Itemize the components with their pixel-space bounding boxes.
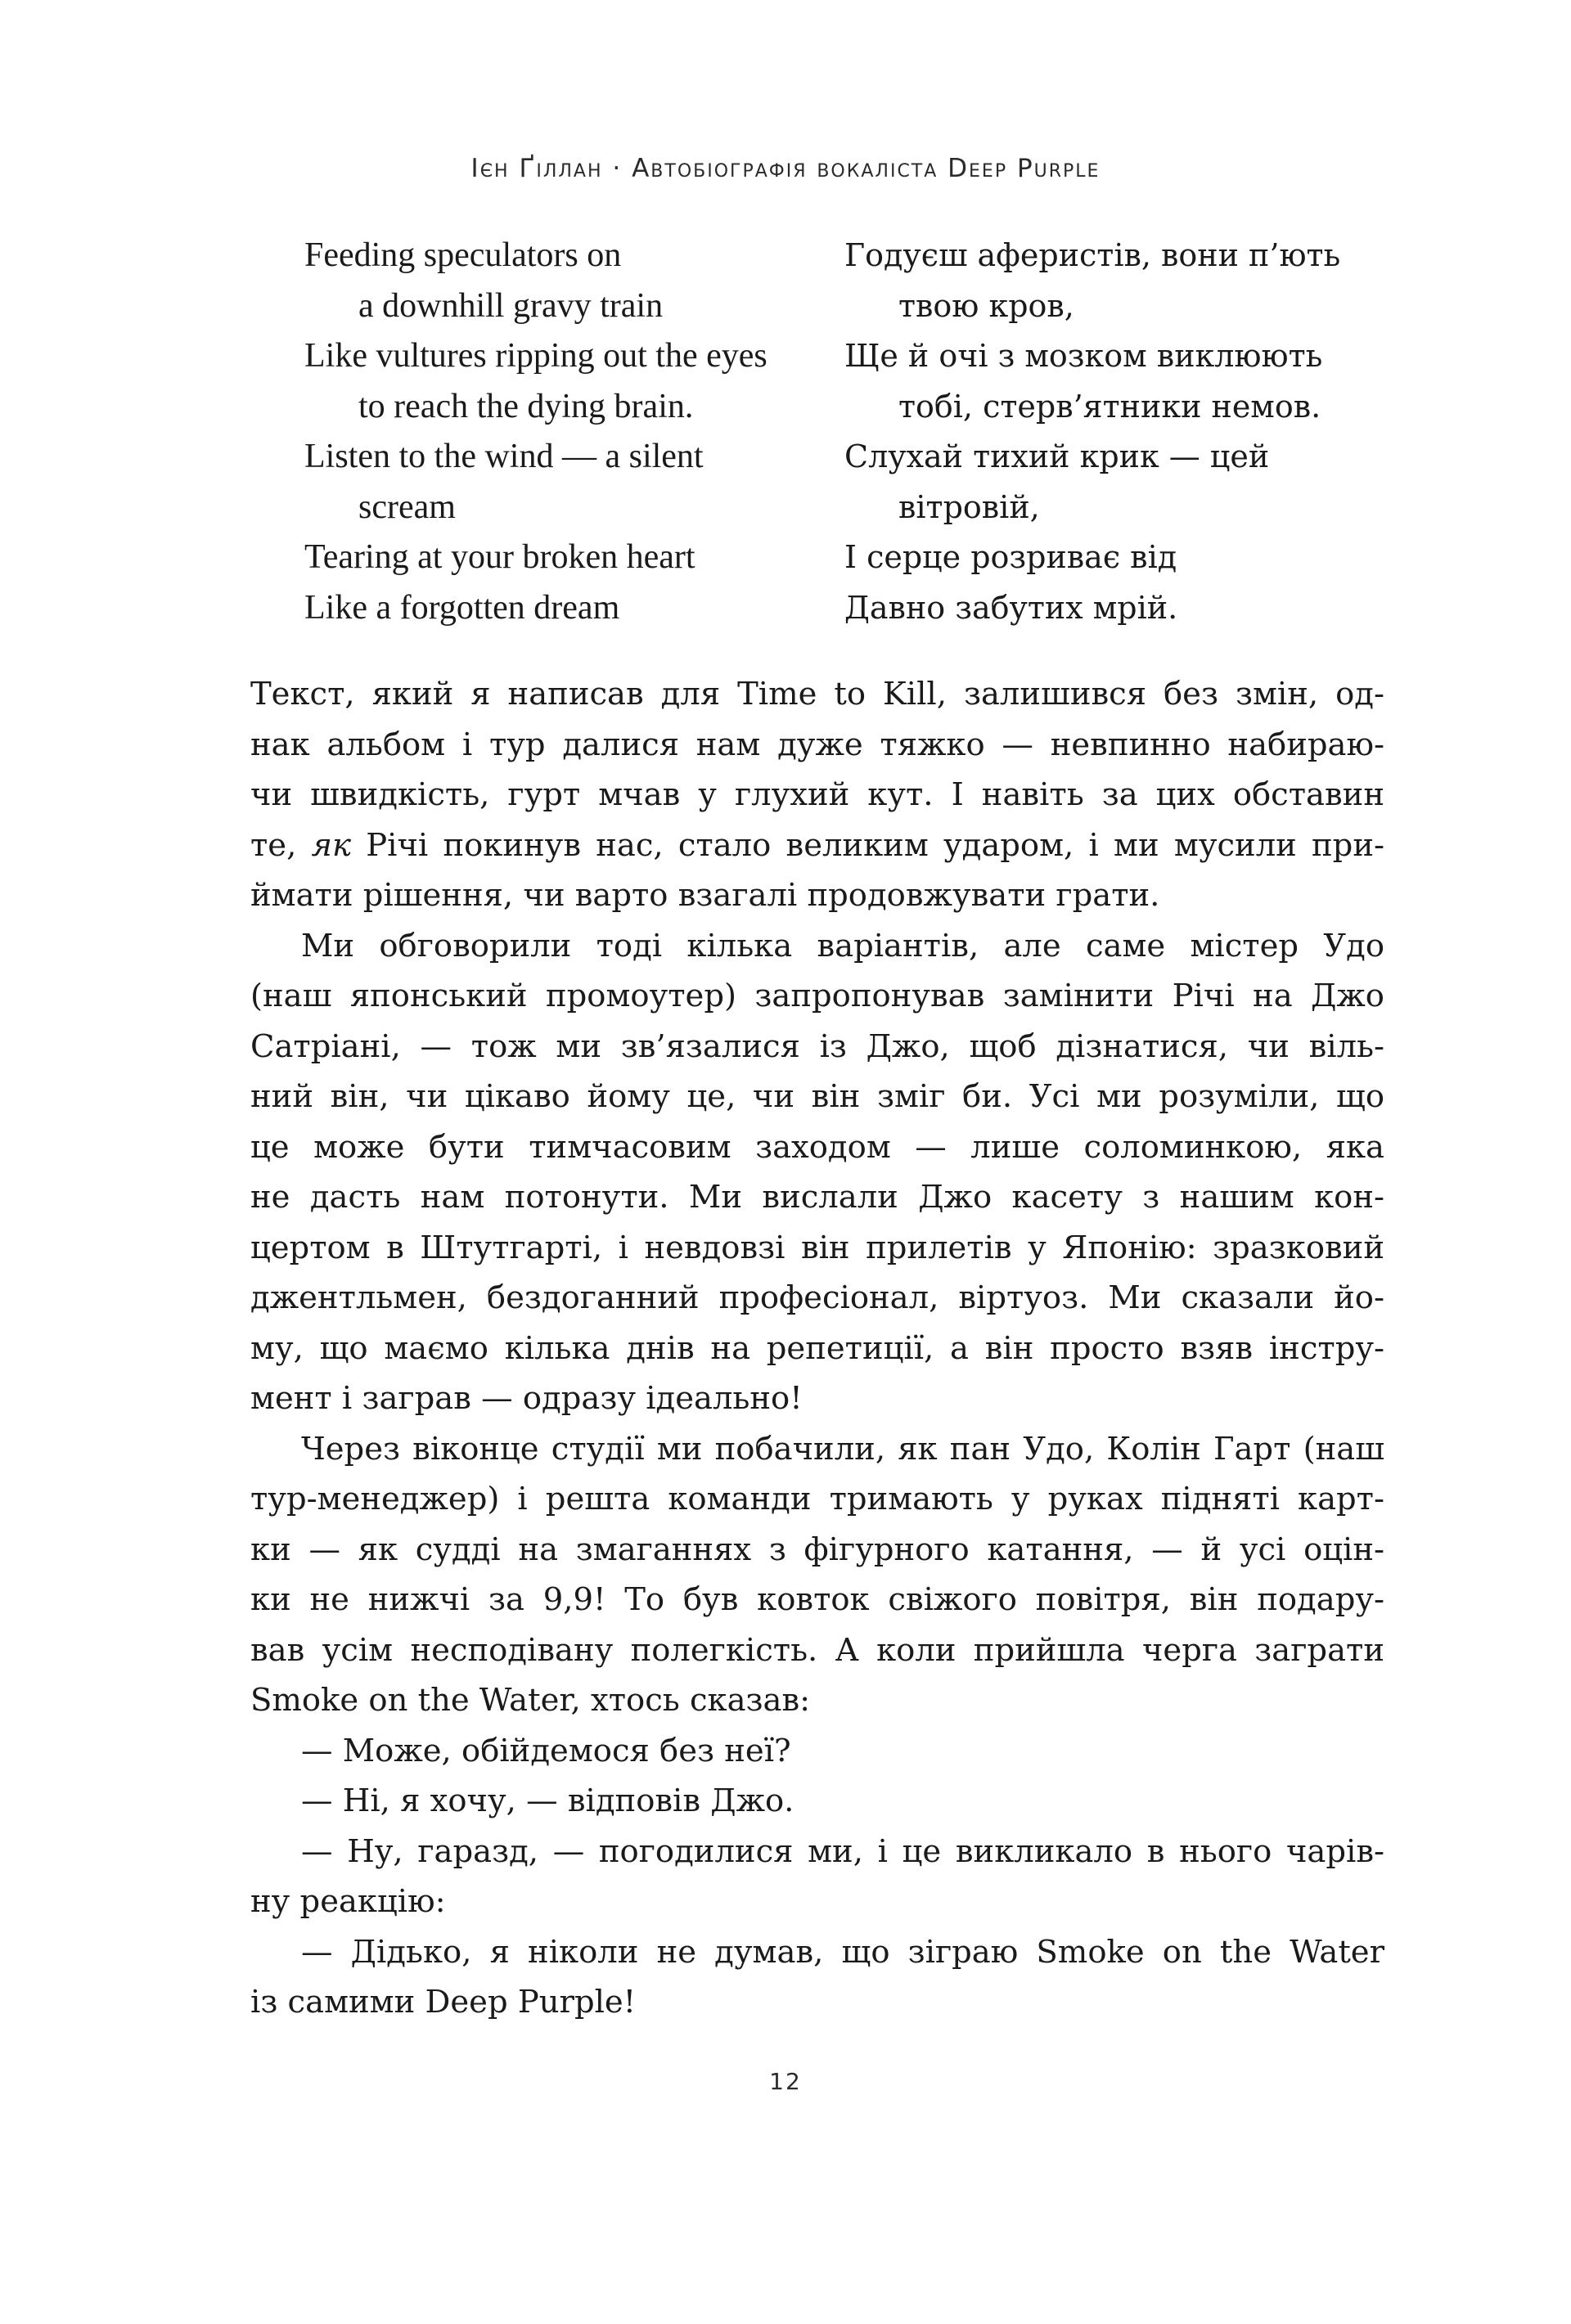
lyric-line-uk: Годуєш аферистів, вони п’ють <box>844 237 1341 273</box>
dialogue-line: — Ні, я хочу, — відповів Джо. <box>301 1782 795 1819</box>
text-line: Ми обговорили тоді кілька варіантів, але саме містер Удо <box>301 927 1384 964</box>
lyric-line-en: Like vultures ripping out the eyes <box>304 337 767 375</box>
text-line: (наш японський промоутер) запропонував замінити Річі на Джо <box>250 978 1384 1014</box>
lyric-line-uk: Ще й очі з мозком виклюють <box>844 338 1323 374</box>
lyric-line-uk: Давно забутих мрій. <box>844 589 1178 626</box>
lyric-line-uk: твою кров, <box>898 287 1074 324</box>
lyric-line-en: Feeding speculators on <box>304 236 622 274</box>
text-fragment: те, <box>250 826 312 864</box>
lyric-line-uk: вітровій, <box>898 488 1040 525</box>
body-text <box>250 669 1384 2028</box>
lyric-line-en: a downhill gravy train <box>358 286 664 325</box>
lyric-line-uk: І серце розриває від <box>844 539 1177 575</box>
dialogue-line: — Дідько, я ніколи не думав, що зіграю Smoke on the Water <box>301 1933 1384 1971</box>
text-line: нак альбом і тур далися нам дуже тяжко — невпинно набираю- <box>250 726 1384 763</box>
dialogue-line: із самими Deep Purple! <box>250 1984 637 2021</box>
text-line: тур-менеджер) і решта команди тримають у руках підняті карт- <box>250 1481 1384 1517</box>
italic-word: як <box>311 826 352 864</box>
lyrics-ukrainian-column <box>844 231 1384 633</box>
lyric-line-uk: Слухай тихий крик — цей <box>844 438 1270 474</box>
lyrics-english-column <box>304 231 844 633</box>
text-line: цертом в Штутгарті, і невдовзі він прилетів у Японію: зразковий <box>250 1229 1384 1266</box>
text-line: Текст, який я написав для Time to Kill, залишився без змін, од- <box>250 676 1384 712</box>
lyrics-block <box>304 231 1384 633</box>
text-line: ки — як судді на змаганнях з фігурного катання, — й усі оцін- <box>250 1531 1384 1568</box>
text-line: Smoke on the Water, хтось сказав: <box>250 1682 811 1719</box>
text-line: Сатріані, — тож ми зв’язалися із Джо, щоб дізнатися, чи віль- <box>250 1027 1384 1065</box>
lyric-line-uk: тобі, стерв’ятники немов. <box>898 388 1321 425</box>
text-line: мент і заграв — одразу ідеально! <box>250 1380 803 1417</box>
text-line: ки не нижчі за 9,9! То був ковток свіжого повітря, він подару- <box>250 1581 1384 1618</box>
running-header: Ієн Ґіллан · Автобіографія вокаліста Deep Purple <box>470 154 1101 183</box>
lyric-line-en: Like a forgotten dream <box>304 588 620 627</box>
text-line: ний він, чи цікаво йому це, чи він зміг би. Усі ми розуміли, що <box>250 1078 1384 1115</box>
text-line: му, що маємо кілька днів на репетиції, а він просто взяв інстру- <box>250 1329 1384 1367</box>
text-line: Через віконце студії ми побачили, як пан Удо, Колін Гарт (наш <box>301 1430 1384 1468</box>
text-line: ймати рішення, чи варто взагалі продовжувати грати. <box>250 877 1160 914</box>
dialogue-line: — Ну, гаразд, — погодилися ми, і це викликало в нього чарів- <box>301 1832 1384 1870</box>
text-line: чи швидкість, гурт мчав у глухий кут. І навіть за цих обставин <box>250 776 1384 813</box>
text-line: вав усім несподівану полегкість. А коли прийшла черга заграти <box>250 1631 1384 1669</box>
lyric-line-en: Listen to the wind — a silent <box>304 438 704 475</box>
text-line: не дасть нам потонути. Ми вислали Джо касету з нашим кон- <box>250 1179 1384 1216</box>
lyric-line-en: to reach the dying brain. <box>358 387 694 425</box>
lyric-line-en: scream <box>358 488 456 526</box>
text-line <box>250 820 1384 871</box>
page-number: 12 <box>769 2068 802 2095</box>
text-fragment: Річі покинув нас, стало великим ударом, і ми мусили при- <box>351 826 1384 864</box>
text-line: це може бути тимчасовим заходом — лише соломинкою, яка <box>250 1128 1384 1166</box>
lyric-line-en: Tearing at your broken heart <box>304 538 695 576</box>
text-line: джентльмен, бездоганний професіонал, віртуоз. Ми сказали йо- <box>250 1279 1384 1316</box>
dialogue-line: ну реакцію: <box>250 1883 446 1920</box>
dialogue-line: — Може, обійдемося без неї? <box>301 1732 791 1769</box>
